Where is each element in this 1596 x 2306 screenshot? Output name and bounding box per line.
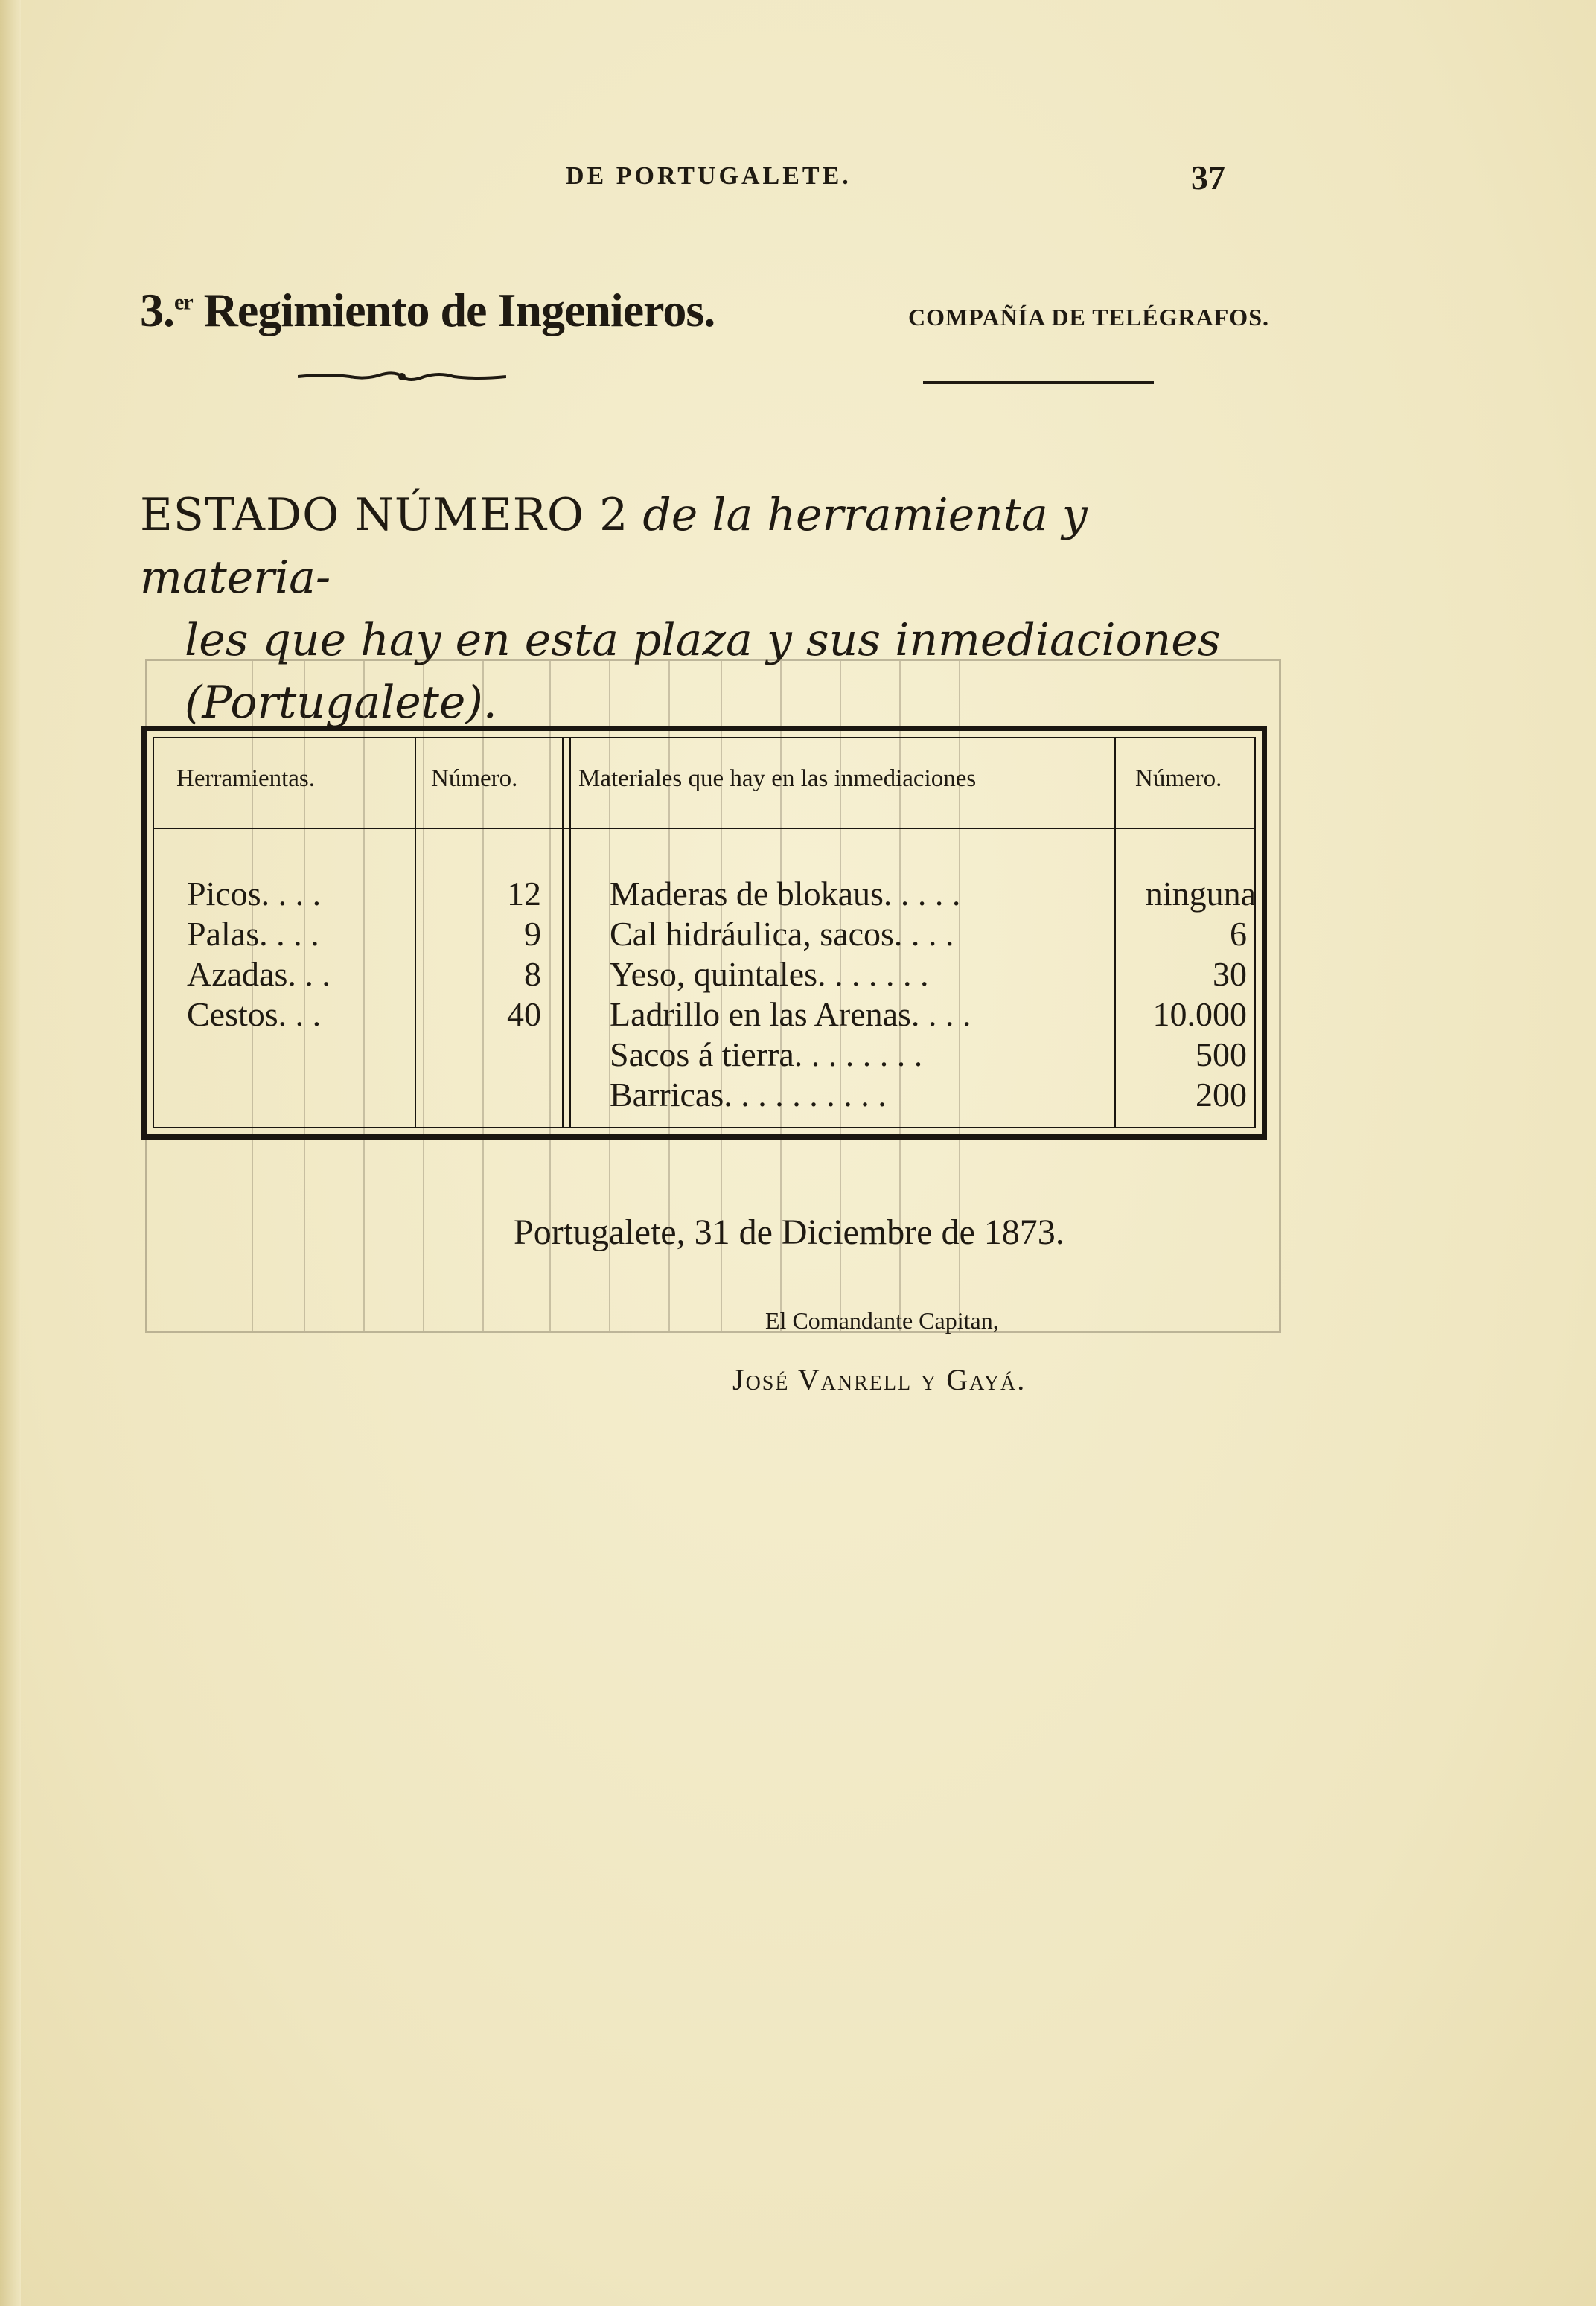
regiment-heading: [140, 283, 715, 338]
commander-name: José Vanrell y Gayá.: [732, 1363, 1027, 1396]
material-name: Sacos á tierra. . . . . . . .: [610, 1035, 923, 1073]
date-line: Portugalete, 31 de Diciembre de 1873.: [514, 1213, 1064, 1252]
header-materials-number: Número.: [1135, 765, 1222, 792]
title-line3: (Portugalete).: [185, 677, 497, 729]
material-number: 6: [1230, 915, 1247, 953]
page-edge: [0, 0, 21, 2306]
title-caps: ESTADO NÚMERO 2: [140, 489, 629, 541]
tool-number: 8: [524, 955, 541, 993]
material-number: 10.000: [1152, 995, 1247, 1033]
running-header: DE PORTUGALETE.: [566, 162, 852, 190]
page-number: 37: [1191, 159, 1225, 197]
material-number: 500: [1196, 1035, 1247, 1073]
regiment-name: Regimiento de Ingenieros.: [203, 284, 715, 336]
header-tools-number: Número.: [431, 765, 518, 792]
material-name: Cal hidráulica, sacos. . . .: [610, 915, 954, 953]
tool-number: 40: [507, 995, 541, 1033]
commander-title: El Comandante Capitan,: [765, 1307, 999, 1334]
material-number: 30: [1213, 955, 1247, 993]
ornament-flourish-icon: [298, 371, 506, 383]
tool-number: 9: [524, 915, 541, 953]
material-name: Yeso, quintales. . . . . . .: [610, 955, 929, 993]
material-name: Ladrillo en las Arenas. . . .: [610, 995, 971, 1033]
regiment-superscript: er: [174, 290, 193, 315]
material-number: ninguna: [1145, 875, 1256, 913]
company-heading: COMPAÑÍA DE TELÉGRAFOS.: [908, 304, 1269, 330]
tool-name: Azadas. . .: [187, 955, 331, 993]
header-materials: Materiales que hay en las inmediaciones: [578, 765, 977, 792]
decorative-rule: [923, 381, 1154, 384]
tool-name: Palas. . . .: [187, 915, 319, 953]
title-line2: les que hay en esta plaza y sus inmediaciones: [185, 614, 1221, 666]
table-inner: [153, 737, 1256, 1128]
tool-name: Cestos. . .: [187, 995, 322, 1033]
regiment-prefix: 3.: [140, 284, 174, 336]
material-name: Barricas. . . . . . . . . .: [610, 1076, 887, 1114]
material-name: Maderas de blokaus. . . . .: [610, 875, 961, 913]
tool-name: Picos. . . .: [187, 875, 322, 913]
title-line1: de la herramienta y materia-: [140, 489, 1088, 604]
materials-table: [141, 726, 1267, 1140]
material-number: 200: [1196, 1076, 1247, 1114]
header-tools: Herramientas.: [176, 765, 315, 792]
tool-number: 12: [507, 875, 541, 913]
